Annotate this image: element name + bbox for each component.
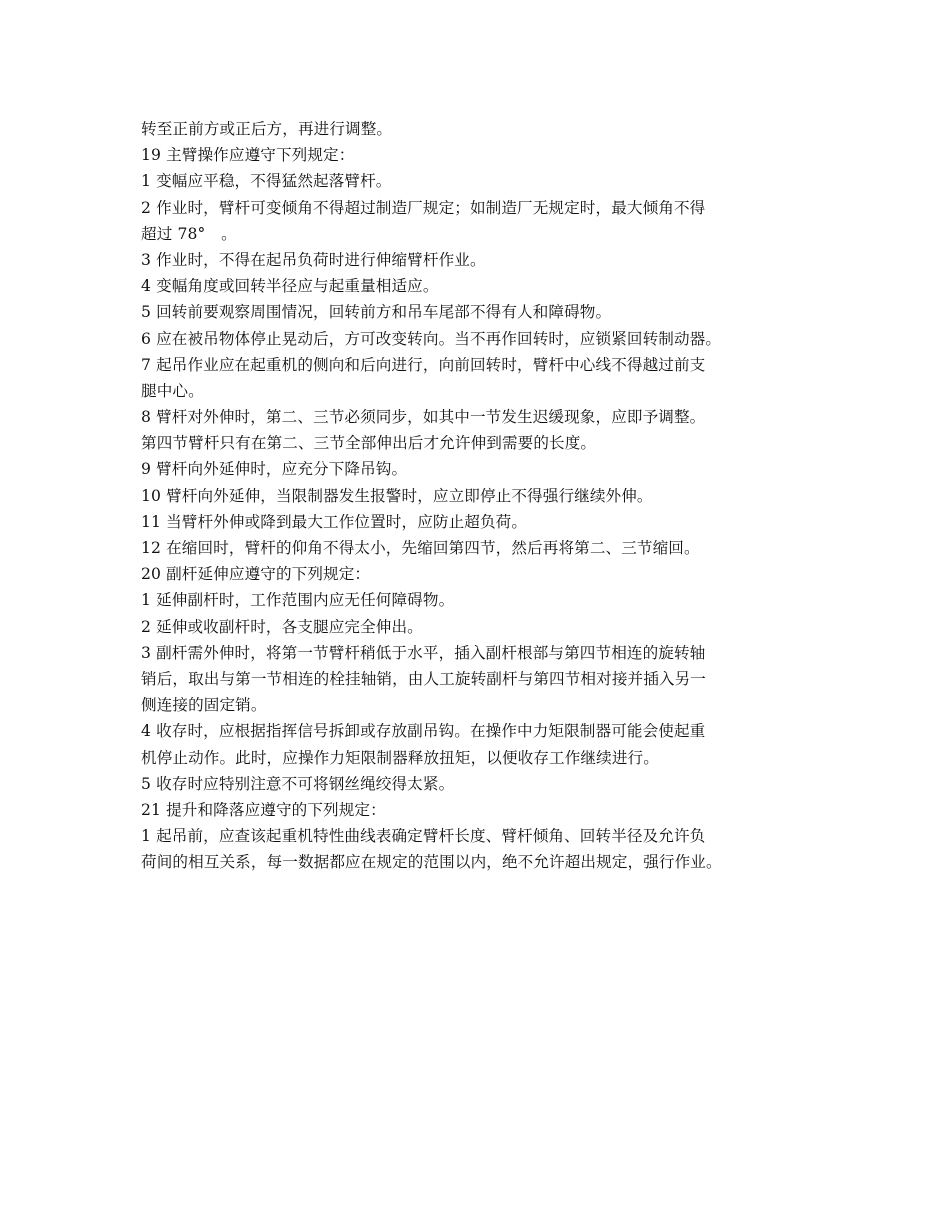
text-line: 1 起吊前，应查该起重机特性曲线表确定臂杆长度、臂杆倾角、回转半径及允许负 [141, 827, 706, 846]
text-line: 机停止动作。此时，应操作力矩限制器释放扭矩，以便收存工作继续进行。 [141, 748, 659, 767]
text-line: 腿中心。 [141, 381, 204, 400]
section-heading-20: 20 副杆延伸应遵守的下列规定： [141, 565, 371, 584]
text-line: 销后，取出与第一节相连的栓挂轴销，由人工旋转副杆与第四节相对接并插入另一 [141, 669, 706, 688]
text-line: 10 臂杆向外延伸，当限制器发生报警时，应立即停止不得强行继续外伸。 [141, 486, 653, 505]
section-heading-21: 21 提升和降落应遵守的下列规定： [141, 800, 386, 819]
document-body [141, 116, 831, 875]
text-line: 6 应在被吊物体停止晃动后，方可改变转向。当不再作回转时，应锁紧回转制动器。 [141, 329, 722, 348]
text-line: 第四节臂杆只有在第二、三节全部伸出后才允许伸到需要的长度。 [141, 434, 597, 453]
text-line: 1 变幅应平稳，不得猛然起落臂杆。 [141, 172, 392, 191]
text-line: 超过 78° 。 [141, 224, 237, 243]
text-line: 2 延伸或收副杆时，各支腿应完全伸出。 [141, 617, 423, 636]
text-line: 3 作业时，不得在起吊负荷时进行伸缩臂杆作业。 [141, 250, 486, 269]
text-line: 5 收存时应特别注意不可将钢丝绳绞得太紧。 [141, 774, 455, 793]
text-line: 3 副杆需外伸时，将第一节臂杆稍低于水平，插入副杆根部与第四节相连的旋转轴 [141, 643, 706, 662]
text-line: 1 延伸副杆时，工作范围内应无任何障碍物。 [141, 591, 455, 610]
text-line: 9 臂杆向外延伸时，应充分下降吊钩。 [141, 460, 408, 479]
text-line: 侧连接的固定销。 [141, 696, 267, 715]
text-line: 12 在缩回时，臂杆的仰角不得太小，先缩回第四节，然后再将第二、三节缩回。 [141, 539, 700, 557]
text-line: 4 收存时，应根据指挥信号拆卸或存放副吊钩。在操作中力矩限制器可能会使起重 [141, 722, 706, 741]
text-line: 4 变幅角度或回转半径应与起重量相适应。 [141, 277, 439, 296]
text-line: 8 臂杆对外伸时，第二、三节必须同步，如其中一节发生迟缓现象，应即予调整。 [141, 408, 706, 427]
text-line: 11 当臂杆外伸或降到最大工作位置时，应防止超负荷。 [141, 512, 528, 531]
text-line: 5 回转前要观察周围情况，回转前方和吊车尾部不得有人和障碍物。 [141, 303, 612, 322]
text-line: 7 起吊作业应在起重机的侧向和后向进行，向前回转时，臂杆中心线不得越过前支 [141, 355, 706, 374]
text-line: 荷间的相互关系，每一数据都应在规定的范围以内，绝不允许超出规定，强行作业。 [141, 853, 722, 872]
text-line: 转至正前方或正后方，再进行调整。 [141, 120, 393, 138]
section-heading-19: 19 主臂操作应遵守下列规定： [141, 146, 355, 165]
text-line: 2 作业时，臂杆可变倾角不得超过制造厂规定；如制造厂无规定时，最大倾角不得 [141, 198, 706, 217]
